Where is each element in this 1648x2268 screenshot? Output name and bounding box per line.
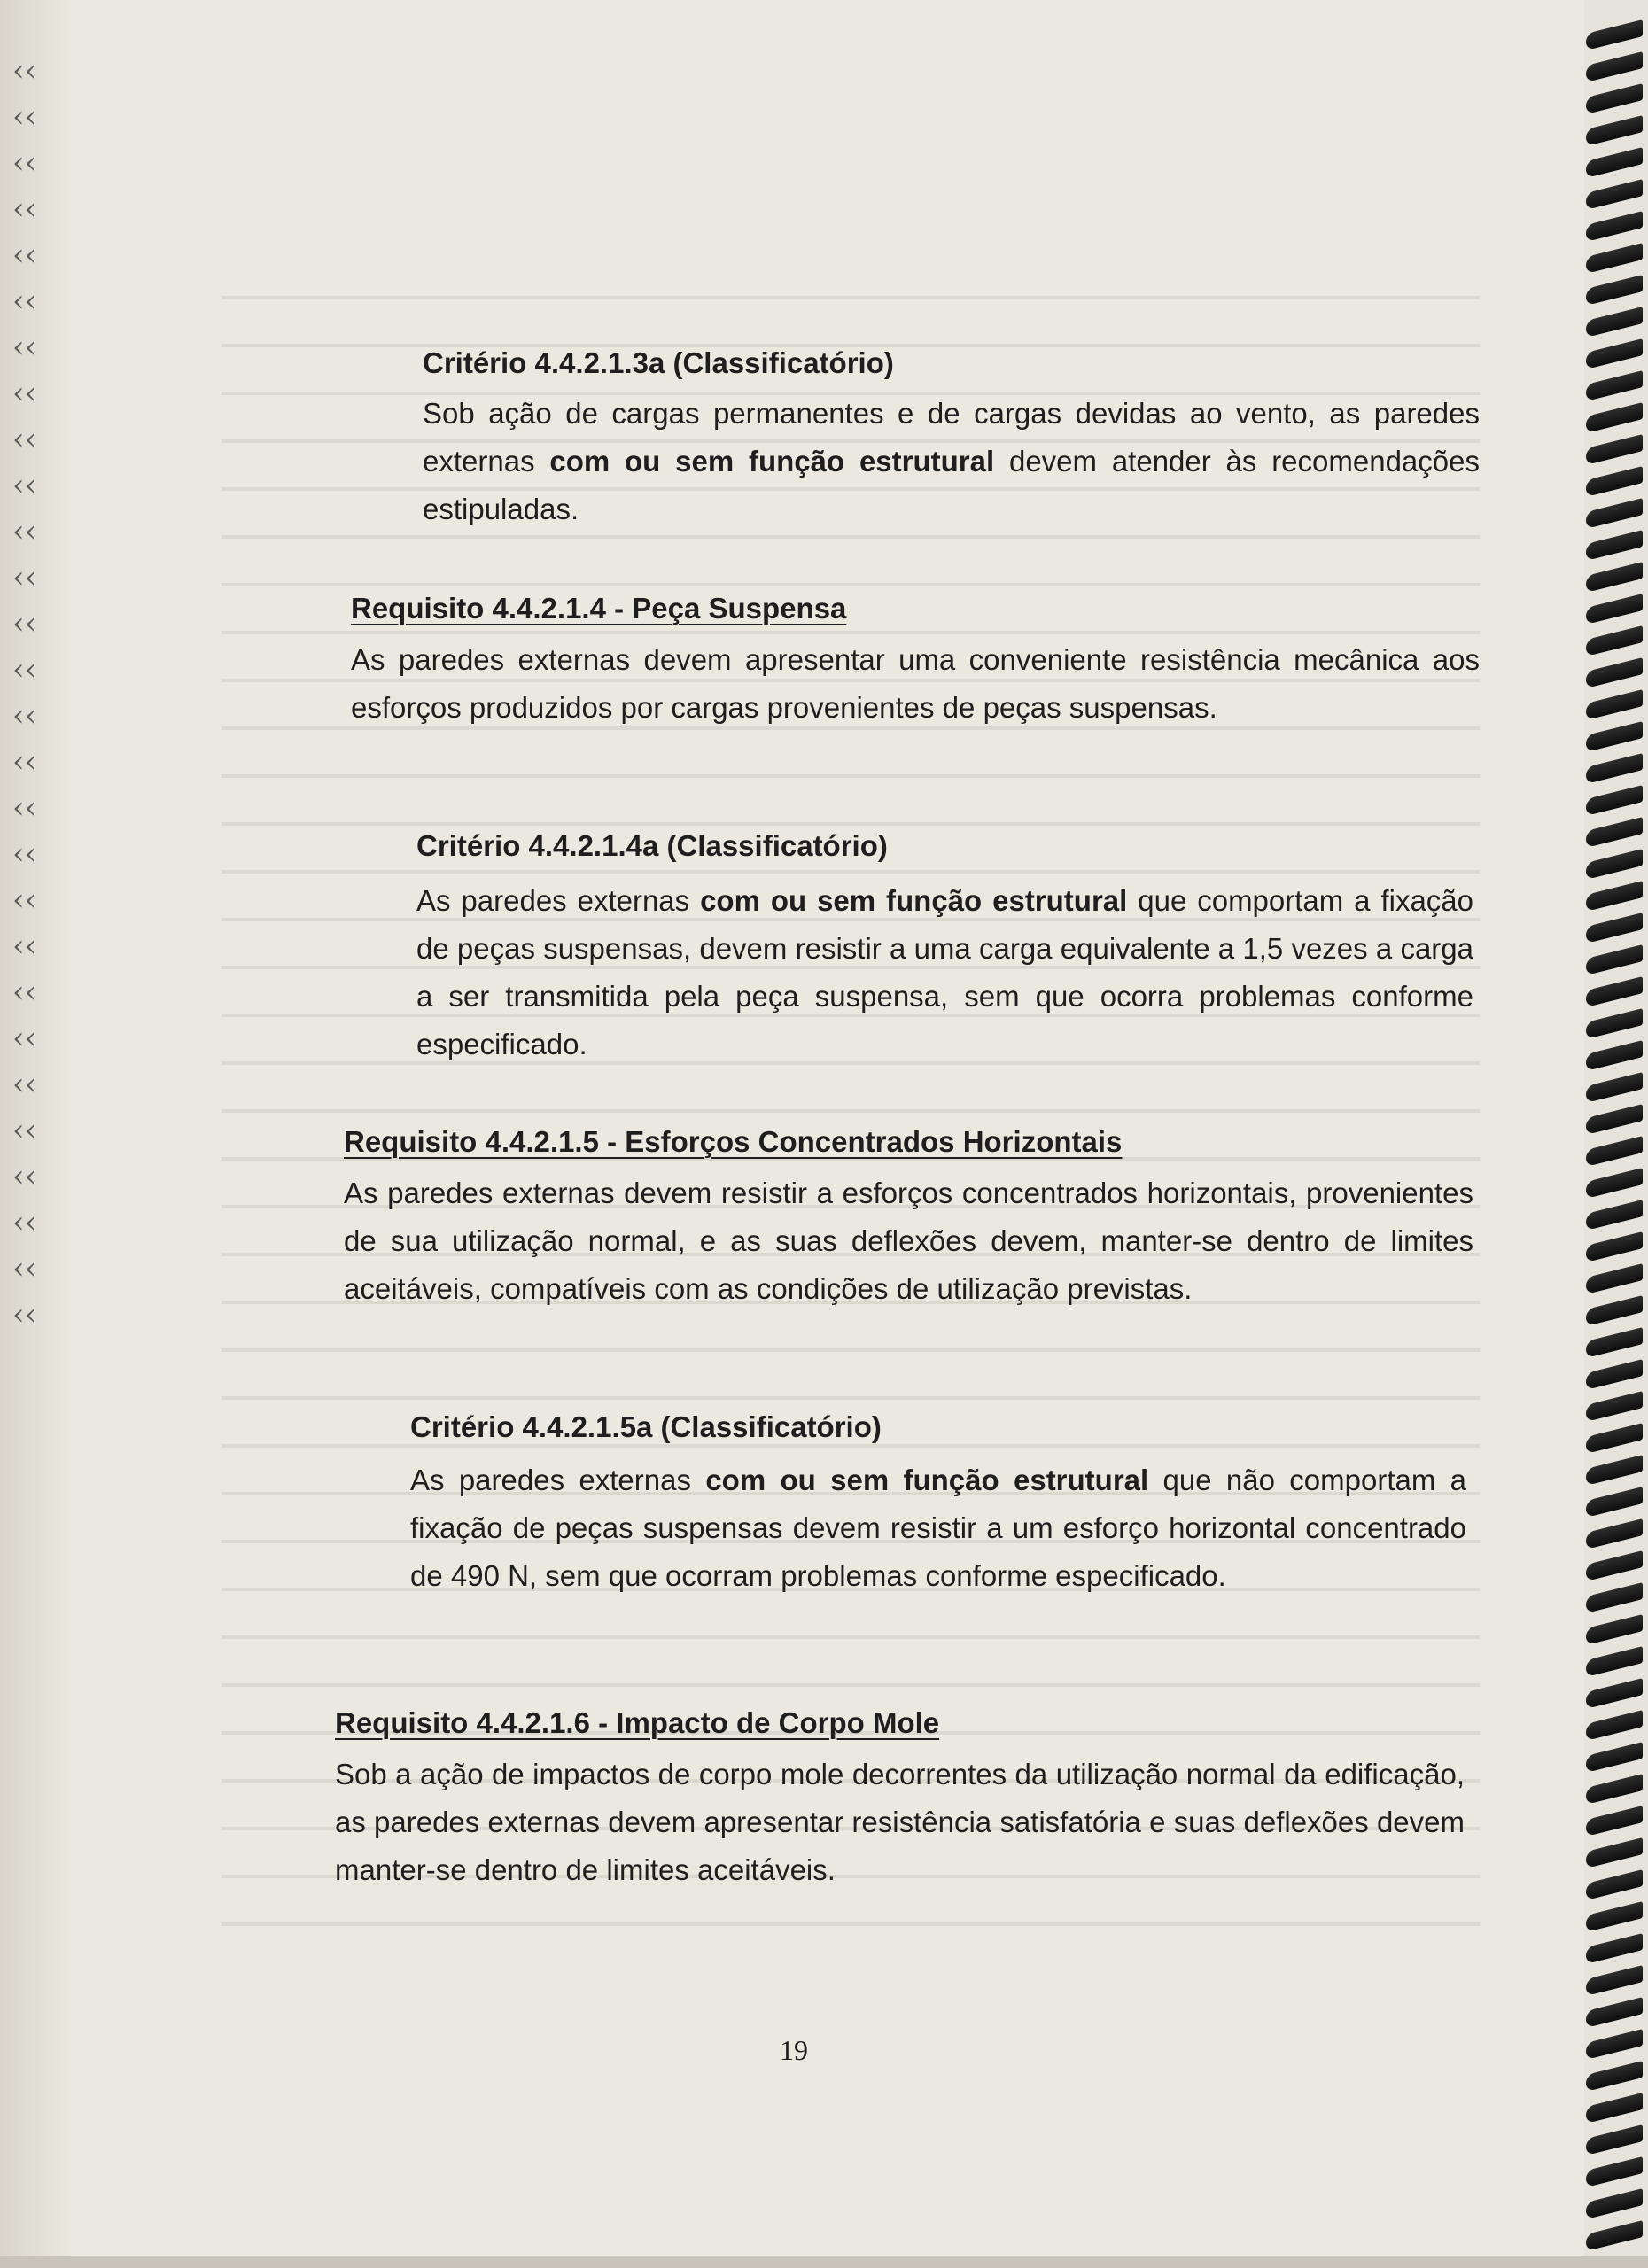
binding-curl: ‹‹: [12, 882, 37, 918]
binding-curl: ‹‹: [12, 53, 37, 89]
spiral-coil: [1586, 2188, 1643, 2219]
spiral-coil: [1586, 1487, 1643, 1518]
criterio-5a-body: [410, 1456, 1466, 1600]
requisito-4-body: As paredes externas devem apresentar uma conveniente resistência mecânica aos esforços produzidos por cargas provenientes de peças suspensas.: [351, 643, 1480, 724]
spiral-coil: [1586, 1040, 1643, 1071]
spiral-coil: [1586, 530, 1643, 561]
binding-curl: ‹‹: [12, 698, 37, 734]
spiral-coil: [1586, 1997, 1643, 2028]
spiral-coil: [1586, 307, 1643, 338]
spiral-coil: [1586, 881, 1643, 912]
page-number: 19: [780, 2034, 808, 2066]
spiral-coil: [1586, 115, 1643, 146]
spiral-coil: [1586, 211, 1643, 242]
criterio-5a-bold: com ou sem função estrutural: [705, 1464, 1149, 1496]
spiral-coil: [1586, 721, 1643, 752]
spiral-coil: [1586, 2124, 1643, 2155]
page-bottom-edge: [0, 2256, 1648, 2268]
spiral-coil: [1586, 1901, 1643, 1932]
spiral-coil: [1586, 1774, 1643, 1805]
spiral-coil: [1586, 1582, 1643, 1613]
spiral-coil: [1586, 1327, 1643, 1358]
criterio-3a-title: Critério 4.4.2.1.3a (Classificatório): [423, 346, 894, 379]
spiral-coil: [1586, 1008, 1643, 1039]
spiral-coil: [1586, 1518, 1643, 1550]
criterio-4a-bold: com ou sem função estrutural: [700, 884, 1128, 917]
spiral-coil: [1586, 1646, 1643, 1677]
binding-curl: ‹‹: [12, 1159, 37, 1194]
criterio-5a-title: Critério 4.4.2.1.5a (Classificatório): [410, 1410, 882, 1443]
spiral-coil: [1586, 402, 1643, 433]
binding-curl: ‹‹: [12, 191, 37, 227]
spiral-coil: [1586, 1742, 1643, 1773]
binding-curl: ‹‹: [12, 284, 37, 319]
spiral-coil: [1586, 1359, 1643, 1390]
spiral-coil: [1586, 753, 1643, 784]
spiral-coil: [1586, 275, 1643, 306]
criterio-3a-text-2: devem atender às recomendações estipuladas.: [423, 445, 1480, 525]
binding-curl: ‹‹: [12, 1113, 37, 1148]
requisito-5-body: As paredes externas devem resistir a esforços concentrados horizontais, provenientes de sua utilização normal, e as suas deflexões devem, manter-se dentro de limites aceitáveis, compatíveis com as condições de utilização previstas.: [344, 1177, 1473, 1305]
binding-curl: ‹‹: [12, 1021, 37, 1056]
criterio-4a-text-1: As paredes externas: [416, 884, 701, 917]
criterio-5a-text-2: que não comportam a fixação de peças suspensas devem resistir a um esforço horizontal concentrado de 490 N, sem que ocorram problemas conforme especificado.: [410, 1464, 1467, 1592]
spiral-coil: [1586, 434, 1643, 465]
spiral-coil: [1586, 785, 1643, 816]
spiral-coil: [1586, 19, 1643, 50]
spiral-coil: [1586, 1837, 1643, 1868]
spiral-coil: [1586, 370, 1643, 401]
binding-curl: ‹‹: [12, 744, 37, 780]
requisito-4-title: Requisito 4.4.2.1.4 - Peça Suspensa: [351, 592, 847, 625]
spiral-coil: [1586, 944, 1643, 975]
spiral-coil: [1586, 913, 1643, 944]
spiral-coil: [1586, 2061, 1643, 2092]
spiral-coil: [1586, 2220, 1643, 2251]
spiral-coil: [1586, 1710, 1643, 1741]
spiral-coil: [1586, 2093, 1643, 2124]
spiral-coil: [1586, 243, 1643, 274]
binding-curl: ‹‹: [12, 514, 37, 549]
spiral-coil: [1586, 562, 1643, 593]
binding-curl: ‹‹: [12, 928, 37, 964]
binding-curl: ‹‹: [12, 99, 37, 135]
spiral-binding: [1584, 0, 1648, 2268]
spiral-coil: [1586, 1136, 1643, 1167]
spiral-coil: [1586, 689, 1643, 720]
binding-curl: ‹‹: [12, 422, 37, 457]
binding-curl: ‹‹: [12, 790, 37, 826]
spiral-coil: [1586, 657, 1643, 688]
spiral-coil: [1586, 1391, 1643, 1422]
spiral-coil: [1586, 2029, 1643, 2060]
spiral-coil: [1586, 976, 1643, 1007]
criterio-4a-body: [416, 877, 1473, 1068]
spiral-coil: [1586, 1200, 1643, 1231]
criterio-4a-title: Critério 4.4.2.1.4a (Classificatório): [416, 829, 888, 862]
spiral-coil: [1586, 498, 1643, 529]
spiral-coil: [1586, 1550, 1643, 1581]
spiral-coil: [1586, 51, 1643, 82]
spiral-coil: [1586, 1455, 1643, 1486]
criterio-3a-bold: com ou sem função estrutural: [549, 445, 995, 478]
spiral-coil: [1586, 147, 1643, 178]
binding-curl: ‹‹: [12, 1067, 37, 1102]
binding-curl: ‹‹: [12, 836, 37, 872]
spiral-coil: [1586, 1168, 1643, 1199]
binding-curl: ‹‹: [12, 1205, 37, 1240]
criterio-4a-text-2: que comportam a fixação de peças suspensas, devem resistir a uma carga equivalente a 1,5 vezes a carga a ser transmitida pela peça suspensa, sem que ocorra problemas conforme especificado.: [416, 884, 1473, 1060]
criterio-3a-body: [423, 390, 1480, 533]
spiral-coil: [1586, 1678, 1643, 1709]
spiral-coil: [1586, 817, 1643, 848]
spiral-coil: [1586, 1869, 1643, 1900]
spiral-coil: [1586, 179, 1643, 210]
spiral-coil: [1586, 1614, 1643, 1645]
spiral-coil: [1586, 625, 1643, 656]
spiral-coil: [1586, 1933, 1643, 1964]
spiral-coil: [1586, 1263, 1643, 1294]
spiral-coil: [1586, 466, 1643, 497]
criterio-5a-text-1: As paredes externas: [410, 1464, 706, 1496]
binding-curl: ‹‹: [12, 652, 37, 687]
binding-curl: ‹‹: [12, 560, 37, 595]
binding-curl: ‹‹: [12, 975, 37, 1010]
binding-curl: ‹‹: [12, 1251, 37, 1286]
requisito-5-title: Requisito 4.4.2.1.5 - Esforços Concentrados Horizontais: [344, 1125, 1123, 1158]
spiral-coil: [1586, 1295, 1643, 1326]
binding-curl: ‹‹: [12, 1297, 37, 1332]
spiral-coil: [1586, 2156, 1643, 2187]
spiral-coil: [1586, 1806, 1643, 1837]
spiral-coil: [1586, 83, 1643, 114]
binding-curl: ‹‹: [12, 330, 37, 365]
binding-curl: ‹‹: [12, 468, 37, 503]
binding-curl: ‹‹: [12, 145, 37, 181]
spiral-coil: [1586, 849, 1643, 880]
spiral-coil: [1586, 594, 1643, 625]
spiral-coil: [1586, 1231, 1643, 1262]
binding-curl: ‹‹: [12, 376, 37, 411]
binding-curl: ‹‹: [12, 237, 37, 273]
spiral-coil: [1586, 1965, 1643, 1996]
criterio-3a-text-1: Sob ação de cargas permanentes e de cargas devidas ao vento, as paredes externas: [423, 397, 1480, 478]
spiral-coil: [1586, 1072, 1643, 1103]
binding-curl: ‹‹: [12, 606, 37, 641]
requisito-6-title: Requisito 4.4.2.1.6 - Impacto de Corpo Mole: [335, 1706, 940, 1739]
requisito-6-body: Sob a ação de impactos de corpo mole decorrentes da utilização normal da edificação, as paredes externas devem apresentar resistência satisfatória e suas deflexões devem manter-se dentro de limites aceitáveis.: [335, 1758, 1465, 1886]
spiral-coil: [1586, 1104, 1643, 1135]
spiral-coil: [1586, 338, 1643, 369]
spiral-coil: [1586, 1423, 1643, 1454]
